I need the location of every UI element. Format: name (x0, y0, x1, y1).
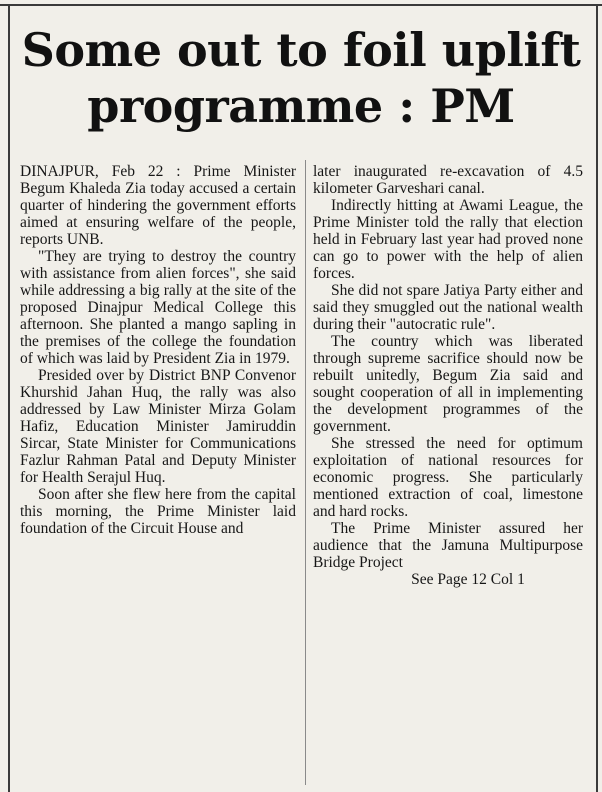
paragraph: Soon after she flew here from the capital this morning, the Prime Minister laid foundation of the Circuit House and (20, 486, 296, 537)
article-column-left (20, 163, 296, 537)
article-column-right (313, 163, 583, 588)
headline: Some out to foil uplift programme : PM (21, 23, 581, 133)
continuation-line: See Page 12 Col 1 (411, 571, 525, 588)
top-border (0, 4, 602, 6)
paragraph: Presided over by District BNP Convenor Khurshid Jahan Huq, the rally was also addressed by Law Minister Mirza Golam Hafiz, Education Minister Jamiruddin Sircar, State Minister for Communications Fazlur Rahman Patal and Deputy Minister for Health Serajul Huq. (20, 367, 296, 486)
paragraph: She stressed the need for optimum exploitation of national resources for economic progress. She particularly mentioned extraction of coal, limestone and hard rocks. (313, 435, 583, 520)
paragraph: The country which was liberated through supreme sacrifice should now be rebuilt unitedly, Begum Zia said and sought cooperation of all in implementing the development programmes of the government. (313, 333, 583, 435)
paragraph: "They are trying to destroy the country with assistance from alien forces", she said while addressing a big rally at the site of the proposed Dinajpur Medical College this afternoon. She planted a mango sapling in the premises of the college the foundation of which was laid by President Zia in 1979. (20, 248, 296, 367)
paragraph: DINAJPUR, Feb 22 : Prime Minister Begum Khaleda Zia today accused a certain quarter of hindering the government efforts aimed at ensuring welfare of the people, reports UNB. (20, 163, 296, 248)
paragraph: The Prime Minister assured her audience that the Jamuna Multipurpose Bridge Project (313, 520, 583, 571)
column-divider (305, 160, 306, 785)
paragraph: Indirectly hitting at Awami League, the Prime Minister told the rally that election held in February last year had proved none can go to power with the help of alien forces. (313, 197, 583, 282)
paragraph: She did not spare Jatiya Party either and said they smuggled out the national wealth during their "autocratic rule". (313, 282, 583, 333)
right-border (596, 4, 598, 792)
paragraph: later inaugurated re-excavation of 4.5 kilometer Garveshari canal. (313, 163, 583, 197)
